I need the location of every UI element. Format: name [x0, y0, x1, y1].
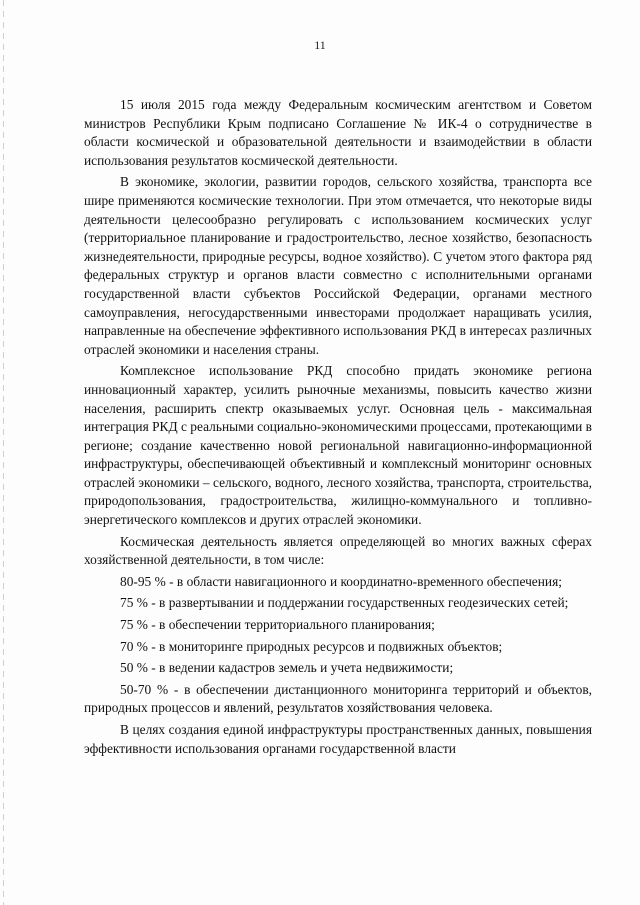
list-item: 75 % - в обеспечении территориального планирования; — [120, 617, 435, 633]
scan-edge — [3, 0, 4, 905]
paragraph: В экономике, экологии, развитии городов, сельского хозяйства, транспорта все шире применяются космические технологии. При этом отмечается, что некоторые виды деятельности целесообразно регулировать с использованием космических услуг (территориальное планирование и градостроительство, лесное хозяйство, безопасность жизнедеятельности, природные ресурсы, водное хозяйство). С учетом этого фактора ряд федеральных структур и органов власти совместно с исполнительными органами государственной власти субъектов Российской Федерации, органами местного самоуправления, негосударственными инвесторами продолжает наращивать усилия, направленные на обеспечение эффективного использования РКД в интересах различных отраслей экономики и населения страны. — [84, 174, 592, 357]
paragraph: Космическая деятельность является определяющей во многих важных сферах хозяйственной деятельности, в том числе: — [84, 533, 592, 568]
paragraph: В целях создания единой инфраструктуры пространственных данных, повышения эффективности использования органами государственной власти — [84, 722, 592, 756]
list-item: 50-70 % - в обеспечении дистанционного мониторинга территорий и объектов, природных процессов и явлений, результатов хозяйствования человека. — [84, 681, 592, 716]
page-number: 11 — [314, 38, 326, 52]
list-item: 80-95 % - в области навигационного и координатно-временного обеспечения; — [120, 573, 562, 589]
list-item: 50 % - в ведении кадастров земель и учета недвижимости; — [120, 660, 454, 676]
paragraph: 15 июля 2015 года между Федеральным космическим агентством и Советом министров Республики Крым подписано Соглашение № ИК-4 о сотрудничестве в области космической и образовательной деятельности и взаимодействии в области использования результатов космической деятельности. — [84, 97, 592, 168]
body-text — [84, 96, 592, 758]
list-item: 70 % - в мониторинге природных ресурсов и подвижных объектов; — [120, 638, 503, 654]
list-item: 75 % - в развертывании и поддержании государственных геодезических сетей; — [120, 595, 569, 611]
paragraph: Комплексное использование РКД способно придать экономике региона инновационный характер, усилить рыночные механизмы, повысить качество жизни населения, расширить спектр оказываемых услуг. Основная цель - максимальная интеграция РКД с реальными социально-экономическими процессами, протекающими в регионе; создание качественно новой региональной навигационно-информационной инфраструктуры, обеспечивающей объективный и комплексный мониторинг основных отраслей экономики – сельского, водного, лесного хозяйства, транспорта, строительства, природопользования, градостроительства, жилищно-коммунального и топливно-энергетического комплексов и других отраслей экономики. — [84, 363, 592, 528]
